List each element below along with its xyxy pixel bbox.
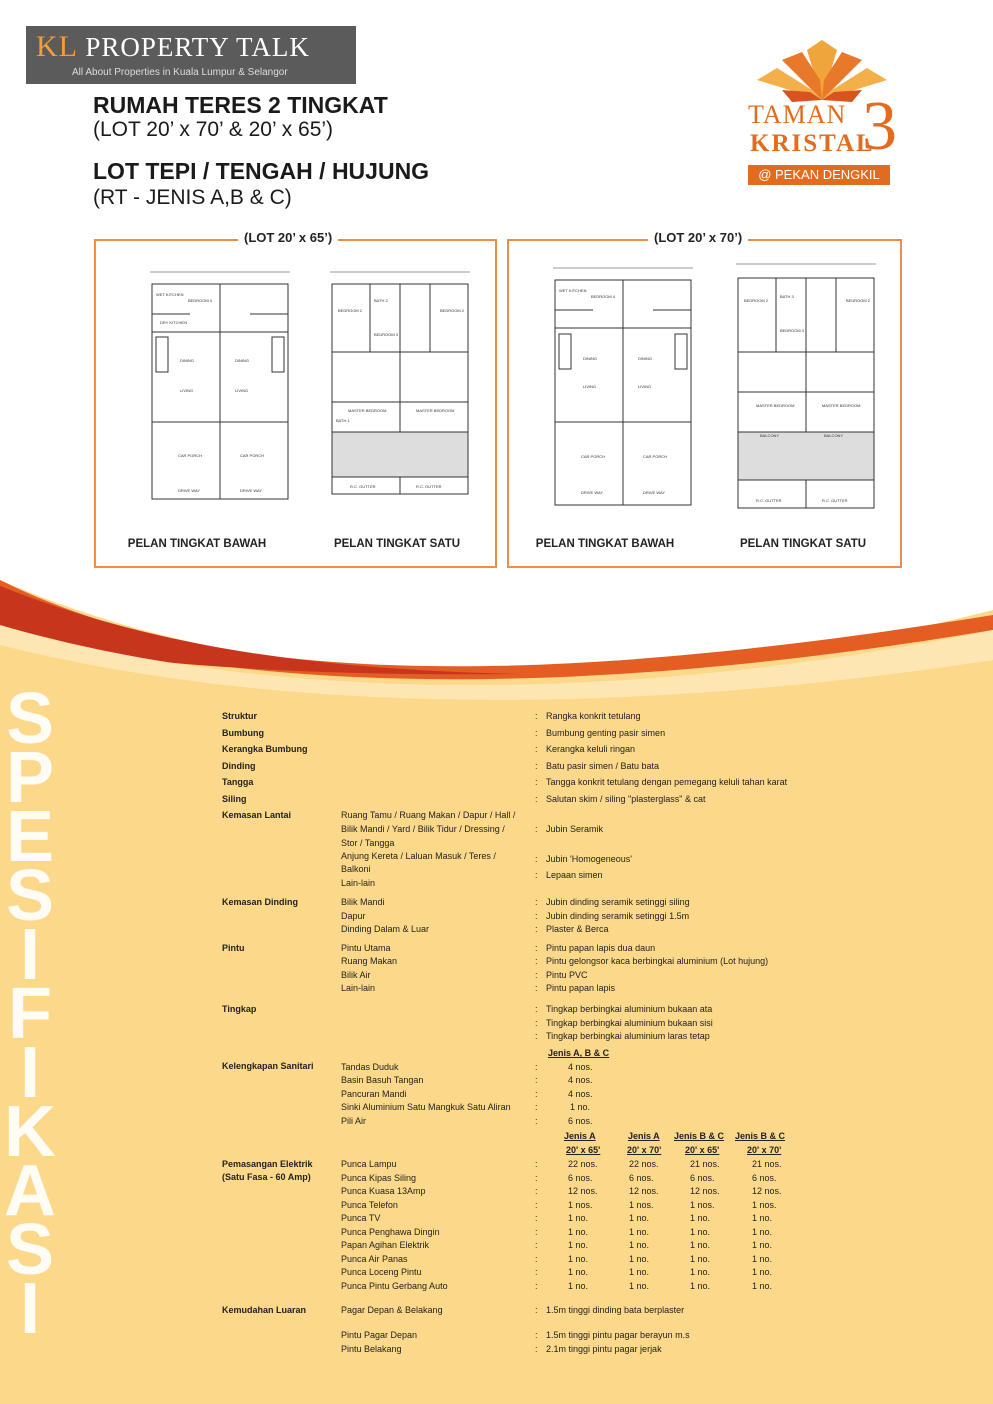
colon: : xyxy=(535,1240,538,1250)
colon: : xyxy=(535,744,538,754)
spec-value: Jubin 'Homogeneous' xyxy=(546,854,632,864)
room-label: CAR PORCH xyxy=(240,453,265,458)
spec-value: Pintu PVC xyxy=(546,970,588,980)
elektrik-desc: Punca Pintu Gerbang Auto xyxy=(341,1280,448,1291)
room-label: BATH 1 xyxy=(336,418,350,423)
spec-value: Pintu papan lapis xyxy=(546,983,616,993)
elektrik-value: 1 no. xyxy=(690,1280,711,1291)
elektrik-value: 1 no. xyxy=(690,1267,711,1277)
spec-desc: Stor / Tangga xyxy=(341,838,395,848)
spec-desc: Pagar Depan & Belakang xyxy=(341,1305,443,1315)
elektrik-value: 12 nos. xyxy=(752,1186,782,1196)
spec-value: Salutan skim / siling "plasterglass" & cat xyxy=(546,794,706,804)
brand-location: @ PEKAN DENGKIL xyxy=(748,165,890,185)
spec-value: Jubin dinding seramik setinggi siling xyxy=(546,897,690,907)
spec-value: 1 no. xyxy=(570,1102,591,1112)
spec-value: Bumbung genting pasir simen xyxy=(546,728,666,738)
colon: : xyxy=(535,1267,538,1277)
spec-label: Kerangka Bumbung xyxy=(222,744,308,754)
colon: : xyxy=(535,1004,538,1014)
spec-desc: Pintu Utama xyxy=(341,943,391,953)
elektrik-value: 1 no. xyxy=(690,1213,711,1223)
spec-value: Pintu papan lapis dua daun xyxy=(546,943,656,953)
room-label: R.C. GUTTER xyxy=(822,498,848,503)
elektrik-value: 1 no. xyxy=(568,1226,589,1237)
spec-label: Bumbung xyxy=(222,728,264,738)
elektrik-desc: Punca Kuasa 13Amp xyxy=(341,1186,426,1196)
colon: : xyxy=(535,1159,538,1169)
colon: : xyxy=(535,728,538,738)
colon: : xyxy=(535,711,538,721)
room-label: DRY KITCHEN xyxy=(160,320,187,325)
room-label: CAR PORCH xyxy=(581,454,606,459)
room-label: BEDROOM 4 xyxy=(591,294,616,299)
colon: : xyxy=(535,1305,538,1315)
elektrik-value: 12 nos. xyxy=(568,1186,598,1196)
spec-label: Pemasangan Elektrik xyxy=(222,1159,313,1169)
elektrik-value: 1 no. xyxy=(629,1280,650,1291)
elektrik-value: 12 nos. xyxy=(690,1186,720,1196)
side-letter: K xyxy=(4,1092,56,1172)
elektrik-desc: Punca Loceng Pintu xyxy=(341,1267,422,1277)
spec-value: Tangga konkrit tetulang dengan pemegang keluli tahan karat xyxy=(546,777,788,787)
heading-lot-position: LOT TEPI / TENGAH / HUJUNG xyxy=(93,158,430,184)
elektrik-value: 21 nos. xyxy=(690,1159,720,1169)
spec-value: Lepaan simen xyxy=(546,870,603,880)
spec-desc: Anjung Kereta / Laluan Masuk / Teres / xyxy=(341,851,496,861)
plan-panel-70-title: (LOT 20’ x 70’) xyxy=(648,230,748,245)
room-label: LIVING xyxy=(583,384,597,389)
plan-ground-label-65: PELAN TINGKAT BAWAH xyxy=(127,538,267,550)
elektrik-value: 1 no. xyxy=(568,1253,589,1264)
elektrik-value: 1 no. xyxy=(629,1240,650,1250)
elektrik-header-size: 20' x 70' xyxy=(747,1145,782,1155)
room-label: DINING xyxy=(235,358,249,363)
room-label: BEDROOM 4 xyxy=(188,298,213,303)
colon: : xyxy=(535,1062,538,1072)
elektrik-value: 12 nos. xyxy=(629,1186,659,1196)
elektrik-value: 1 no. xyxy=(752,1253,773,1264)
room-label: MASTER BEDROOM xyxy=(348,408,387,413)
room-label: LIVING xyxy=(638,384,652,389)
colon: : xyxy=(535,1253,538,1264)
spec-value: Jubin Seramik xyxy=(546,824,604,834)
plan-panel-65-title: (LOT 20’ x 65’) xyxy=(238,230,338,245)
colon: : xyxy=(535,1018,538,1028)
heading-lot-size: (LOT 20’ x 70’ & 20’ x 65’) xyxy=(93,118,334,141)
colon: : xyxy=(535,1330,538,1340)
spec-value: 4 nos. xyxy=(568,1089,593,1099)
colon: : xyxy=(535,870,538,880)
side-letter: P xyxy=(5,738,55,818)
elektrik-desc: Punca Air Panas xyxy=(341,1253,408,1264)
side-letter: F xyxy=(8,974,52,1054)
colon: : xyxy=(535,1172,538,1183)
colon: : xyxy=(535,897,538,907)
brand-number: 3 xyxy=(862,88,897,165)
spec-desc: Bilik Mandi / Yard / Bilik Tidur / Dressing / xyxy=(341,824,505,834)
room-label: BEDROOM 2 xyxy=(744,298,769,303)
colon: : xyxy=(535,1089,538,1099)
room-label: DINING xyxy=(583,356,597,361)
spec-label: Kemudahan Luaran xyxy=(222,1305,307,1315)
elektrik-value: 1 nos. xyxy=(752,1199,777,1210)
room-label: LIVING xyxy=(180,388,194,393)
elektrik-value: 1 no. xyxy=(690,1240,711,1250)
room-label: CAR PORCH xyxy=(643,454,668,459)
room-label: MASTER BEDROOM xyxy=(822,403,861,408)
spec-desc: Ruang Tamu / Ruang Makan / Dapur / Hall / xyxy=(341,810,516,820)
spec-label: Tangga xyxy=(222,777,254,787)
elektrik-value: 1 nos. xyxy=(568,1199,593,1210)
colon: : xyxy=(535,924,538,934)
side-letter: I xyxy=(19,1033,40,1113)
sanitari-header: Jenis A, B & C xyxy=(548,1048,610,1058)
spec-desc: Pili Air xyxy=(341,1116,367,1126)
colon: : xyxy=(535,1186,538,1196)
elektrik-value: 1 nos. xyxy=(690,1199,715,1210)
colon: : xyxy=(535,911,538,921)
colon: : xyxy=(535,1280,538,1291)
room-label: CAR PORCH xyxy=(178,453,203,458)
spec-label: Dinding xyxy=(222,761,256,771)
room-label: DINING xyxy=(180,358,194,363)
room-label: DRIVE WAY xyxy=(581,490,604,495)
elektrik-value: 1 no. xyxy=(629,1213,650,1223)
elektrik-desc: Punca Kipas Siling xyxy=(341,1172,417,1183)
elektrik-value: 1 no. xyxy=(568,1213,589,1223)
plan-ground-label-70: PELAN TINGKAT BAWAH xyxy=(535,538,675,550)
room-label: BEDROOM 2 xyxy=(846,298,871,303)
room-label: BEDROOM 3 xyxy=(780,328,805,333)
logo-tagline: All About Properties in Kuala Lumpur & Selangor xyxy=(72,67,288,78)
spec-value: Tingkap berbingkai aluminium bukaan sisi xyxy=(546,1018,713,1028)
spec-value: Tingkap berbingkai aluminium laras tetap xyxy=(546,1031,710,1041)
elektrik-desc: Punca Lampu xyxy=(341,1159,397,1169)
spec-value: 4 nos. xyxy=(568,1075,593,1085)
heading-type: (RT - JENIS A,B & C) xyxy=(93,186,292,209)
plan-first-label-70: PELAN TINGKAT SATU xyxy=(739,538,867,550)
spec-value: Pintu gelongsor kaca berbingkai aluminium (Lot hujung) xyxy=(546,956,769,966)
spec-desc: Sinki Aluminium Satu Mangkuk Satu Aliran xyxy=(341,1102,511,1112)
colon: : xyxy=(535,983,538,993)
colon: : xyxy=(535,1344,538,1354)
elektrik-value: 1 nos. xyxy=(629,1199,654,1210)
elektrik-value: 6 nos. xyxy=(629,1172,654,1183)
spec-label: Kemasan Lantai xyxy=(222,810,292,820)
spec-label: Tingkap xyxy=(222,1004,257,1014)
room-label: BATH 2 xyxy=(374,298,388,303)
colon: : xyxy=(535,777,538,787)
room-label: BEDROOM 2 xyxy=(440,308,465,313)
colon: : xyxy=(535,1102,538,1112)
elektrik-value: 1 no. xyxy=(690,1253,711,1264)
spec-value: 1.5m tinggi pintu pagar berayun m.s xyxy=(546,1330,690,1340)
room-label: BALCONY xyxy=(824,433,844,438)
spec-label: Kelengkapan Sanitari xyxy=(222,1061,314,1071)
spec-value: Kerangka keluli ringan xyxy=(546,744,636,754)
spec-desc: Bilik Mandi xyxy=(341,897,385,907)
spec-value: Rangka konkrit tetulang xyxy=(546,711,641,721)
elektrik-value: 1 no. xyxy=(690,1226,711,1237)
spec-label: Kemasan Dinding xyxy=(222,897,299,907)
spec-label-sub: (Satu Fasa - 60 Amp) xyxy=(222,1172,311,1182)
elektrik-desc: Punca Penghawa Dingin xyxy=(341,1226,440,1237)
room-label: BALCONY xyxy=(760,433,780,438)
room-label: BEDROOM 2 xyxy=(338,308,363,313)
spec-value: 1.5m tinggi dinding bata berplaster xyxy=(546,1305,685,1315)
spec-label: Struktur xyxy=(222,711,258,721)
spec-desc: Pancuran Mandi xyxy=(341,1089,407,1099)
elektrik-value: 1 no. xyxy=(568,1240,589,1250)
colon: : xyxy=(535,824,538,834)
spec-value: Batu pasir simen / Batu bata xyxy=(546,761,660,771)
elektrik-value: 1 no. xyxy=(629,1267,650,1277)
elektrik-value: 1 no. xyxy=(752,1240,773,1250)
elektrik-value: 1 no. xyxy=(752,1226,773,1237)
spec-label: Siling xyxy=(222,794,247,804)
colon: : xyxy=(535,794,538,804)
logo-name: PROPERTY TALK xyxy=(85,32,310,62)
colon: : xyxy=(535,1116,538,1126)
side-letter: I xyxy=(19,1269,40,1349)
colon: : xyxy=(535,943,538,953)
elektrik-desc: Papan Agihan Elektrik xyxy=(341,1240,430,1250)
colon: : xyxy=(535,1213,538,1223)
colon: : xyxy=(535,761,538,771)
elektrik-header-size: 20' x 65' xyxy=(685,1145,720,1155)
room-label: MASTER BEDROOM xyxy=(756,403,795,408)
spec-desc: Pintu Pagar Depan xyxy=(341,1330,418,1340)
spec-value: 6 nos. xyxy=(568,1116,593,1126)
room-label: DRIVE WAY xyxy=(240,488,263,493)
elektrik-header-type: Jenis A xyxy=(628,1131,660,1141)
elektrik-value: 21 nos. xyxy=(752,1159,782,1169)
colon: : xyxy=(535,970,538,980)
spec-desc: Bilik Air xyxy=(341,970,371,980)
room-label: BEDROOM 3 xyxy=(374,332,399,337)
elektrik-header-size: 20' x 65' xyxy=(566,1145,601,1155)
spec-desc: Ruang Makan xyxy=(341,956,398,966)
colon: : xyxy=(535,956,538,966)
side-letter: A xyxy=(4,1151,56,1231)
room-label: DINING xyxy=(638,356,652,361)
brand-taman: TAMAN xyxy=(748,100,847,129)
elektrik-value: 1 no. xyxy=(629,1226,650,1237)
elektrik-desc: Punca Telefon xyxy=(341,1199,398,1210)
elektrik-value: 1 no. xyxy=(752,1280,773,1291)
side-letter: E xyxy=(5,797,55,877)
logo-kl: KL xyxy=(36,30,77,63)
elektrik-header-type: Jenis A xyxy=(564,1131,596,1141)
room-label: WET KITCHEN xyxy=(156,292,184,297)
elektrik-header-type: Jenis B & C xyxy=(674,1131,725,1141)
spec-desc: Basin Basuh Tangan xyxy=(341,1075,424,1085)
colon: : xyxy=(535,854,538,864)
room-label: BATH 3 xyxy=(780,294,794,299)
elektrik-desc: Punca TV xyxy=(341,1213,381,1223)
colon: : xyxy=(535,1031,538,1041)
side-letter: S xyxy=(5,856,55,936)
spec-label: Pintu xyxy=(222,943,245,953)
elektrik-header-type: Jenis B & C xyxy=(735,1131,786,1141)
elektrik-value: 1 no. xyxy=(752,1267,773,1277)
plan-first-label-65: PELAN TINGKAT SATU xyxy=(333,538,461,550)
side-letter: S xyxy=(5,1210,55,1290)
elektrik-value: 1 no. xyxy=(568,1267,589,1277)
brand-kristal: KRISTAL xyxy=(750,130,875,157)
room-label: R.C. GUTTER xyxy=(416,484,442,489)
room-label: WET KITCHEN xyxy=(559,288,587,293)
side-letter: I xyxy=(19,915,40,995)
elektrik-value: 6 nos. xyxy=(568,1172,593,1183)
room-label: LIVING xyxy=(235,388,249,393)
room-label: MASTER BEDROOM xyxy=(416,408,455,413)
spec-desc: Dinding Dalam & Luar xyxy=(341,924,430,934)
spec-desc: Lain-lain xyxy=(341,983,376,993)
spec-desc: Tandas Duduk xyxy=(341,1062,399,1072)
elektrik-value: 6 nos. xyxy=(752,1172,777,1183)
elektrik-value: 1 no. xyxy=(629,1253,650,1264)
spec-value: 4 nos. xyxy=(568,1062,593,1072)
elektrik-value: 22 nos. xyxy=(629,1159,659,1169)
spec-value: 2.1m tinggi pintu pagar jerjak xyxy=(546,1344,662,1354)
spec-desc: Dapur xyxy=(341,911,366,921)
elektrik-header-size: 20' x 70' xyxy=(627,1145,662,1155)
elektrik-value: 1 no. xyxy=(568,1280,589,1291)
spec-value: Plaster & Berca xyxy=(546,924,609,934)
spec-desc: Lain-lain xyxy=(341,878,376,888)
spec-value: Tingkap berbingkai aluminium bukaan ata xyxy=(546,1004,713,1014)
elektrik-value: 22 nos. xyxy=(568,1159,598,1169)
spec-desc: Pintu Belakang xyxy=(341,1344,402,1354)
elektrik-value: 6 nos. xyxy=(690,1172,715,1183)
spec-desc: Balkoni xyxy=(341,864,371,874)
colon: : xyxy=(535,1226,538,1237)
side-letter: S xyxy=(5,679,55,759)
room-label: DRIVE WAY xyxy=(643,490,666,495)
elektrik-value: 1 no. xyxy=(752,1213,773,1223)
room-label: R.C. GUTTER xyxy=(756,498,782,503)
room-label: R.C. GUTTER xyxy=(350,484,376,489)
spec-value: Jubin dinding seramik setinggi 1.5m xyxy=(546,911,690,921)
heading-house-type: RUMAH TERES 2 TINGKAT xyxy=(93,92,388,118)
room-label: DRIVE WAY xyxy=(178,488,201,493)
colon: : xyxy=(535,1075,538,1085)
colon: : xyxy=(535,1199,538,1210)
